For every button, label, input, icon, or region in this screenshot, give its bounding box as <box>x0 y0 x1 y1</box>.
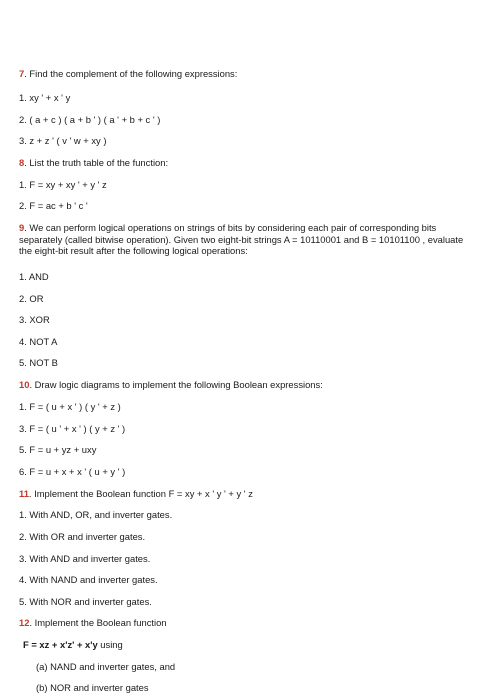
q10-item-6: 6. F = u + x + x ' ( u + y ' ) <box>19 466 126 477</box>
q8-item-1: 1. F = xy + xy ' + y ' z <box>19 179 107 190</box>
question-12-heading <box>19 617 167 629</box>
q10-item-1: 1. F = ( u + x ' ) ( y ' + z ) <box>19 401 121 412</box>
question-text: . Find the complement of the following expressions: <box>24 68 238 79</box>
q11-item-4: 4. With NAND and inverter gates. <box>19 574 158 585</box>
q11-item-1: 1. With AND, OR, and inverter gates. <box>19 509 173 520</box>
question-number: 11 <box>19 488 29 499</box>
q9-item-2: 2. OR <box>19 293 44 304</box>
question-text: . Draw logic diagrams to implement the following Boolean expressions: <box>29 379 323 390</box>
q9-item-3: 3. XOR <box>19 314 50 325</box>
q10-item-3: 3. F = ( u ' + x ' ) ( y + z ' ) <box>19 423 126 434</box>
q7-item-3: 3. z + z ' ( v ' w + xy ) <box>19 135 107 146</box>
q9-item-4: 4. NOT A <box>19 336 58 347</box>
q10-item-5: 5. F = u + yz + uxy <box>19 444 97 455</box>
q12-item-a: (a) NAND and inverter gates, and <box>36 661 176 672</box>
question-10-heading <box>19 379 323 391</box>
question-number: 8 <box>19 157 25 168</box>
q12-expression <box>23 639 123 651</box>
question-text: . Implement the Boolean function <box>29 617 167 628</box>
question-number: 10 <box>19 379 30 390</box>
q11-item-5: 5. With NOR and inverter gates. <box>19 596 152 607</box>
q9-item-5: 5. NOT B <box>19 357 58 368</box>
q9-item-1: 1. AND <box>19 271 49 282</box>
question-number: 7 <box>19 68 25 79</box>
question-text: . We can perform logical operations on strings of bits by considering each pair of corresponding bits separately (called bitwise operation). Given two eight-bit strings A = 10110001 and B = 10101100 , evaluate the eight-bit result after the following logical operations: <box>19 222 464 256</box>
question-11-heading <box>19 488 253 500</box>
question-9-heading <box>19 222 469 257</box>
question-number: 9 <box>19 222 25 233</box>
q11-item-2: 2. With OR and inverter gates. <box>19 531 146 542</box>
boolean-expression: F = xz + x'z' + x'y <box>23 639 98 650</box>
question-8-heading <box>19 157 168 169</box>
expression-suffix: using <box>97 639 123 650</box>
q7-item-2: 2. ( a + c ) ( a + b ' ) ( a ' + b + c ' ) <box>19 114 161 125</box>
q8-item-2: 2. F = ac + b ' c ' <box>19 200 88 211</box>
question-number: 12 <box>19 617 30 628</box>
q7-item-1: 1. xy ' + x ' y <box>19 92 71 103</box>
q12-item-b: (b) NOR and inverter gates <box>36 682 149 693</box>
question-7-heading <box>19 68 237 80</box>
question-text: . List the truth table of the function: <box>24 157 169 168</box>
question-text: . Implement the Boolean function F = xy + x ' y ' + y ' z <box>28 488 253 499</box>
q11-item-3: 3. With AND and inverter gates. <box>19 553 151 564</box>
